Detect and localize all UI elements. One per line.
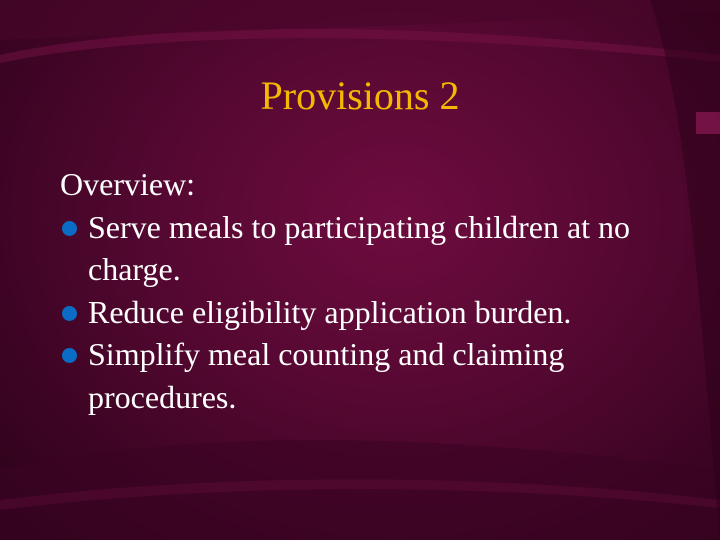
bullet-dot-icon — [62, 221, 77, 236]
bullet-item — [60, 333, 680, 418]
overview-heading: Overview: — [60, 166, 196, 202]
bullet-text: Serve meals to participating children at no charge. — [88, 208, 631, 287]
bullet-item — [60, 206, 680, 291]
slide-title: Provisions 2 — [260, 73, 460, 118]
bullet-text: Reduce eligibility application burden. — [88, 293, 572, 330]
bullet-text: Simplify meal counting and claiming procedures. — [88, 336, 565, 415]
bullet-dot-icon — [62, 348, 77, 363]
bullet-item — [60, 291, 680, 334]
slide-body — [60, 163, 680, 418]
bullet-dot-icon — [62, 306, 77, 321]
